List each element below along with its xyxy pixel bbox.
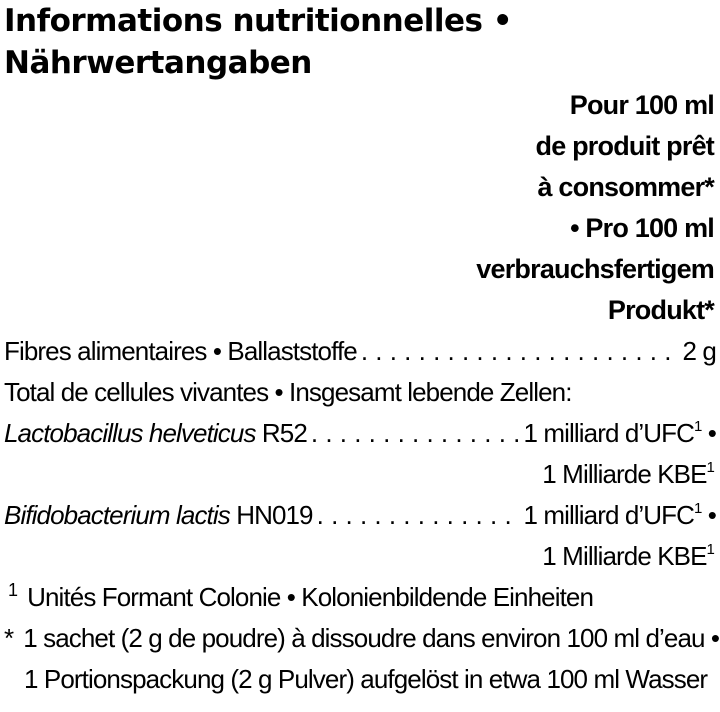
nutrient-list: [4, 331, 720, 700]
bifidobacterium-name: Bifidobacterium lactis: [4, 500, 230, 530]
footnote-serving-line1: 1 sachet (2 g de poudre) à dissoudre dans environ 100 ml d’eau •: [23, 623, 720, 653]
serving-line: • Pro 100 ml: [570, 213, 714, 243]
lactobacillus-value-fr: [523, 413, 716, 454]
footnote-ref: 1: [706, 541, 714, 558]
separator-bullet: •: [707, 500, 716, 530]
nutrition-title: [4, 0, 716, 84]
separator-bullet: •: [707, 418, 716, 448]
fibre-label: Fibres alimentaires • Ballaststoffe: [4, 336, 357, 366]
lactobacillus-value-de-text: 1 Milliarde KBE: [542, 459, 707, 489]
title-line-fr: Informations nutritionnelles •: [4, 3, 513, 39]
serving-line: verbrauchsfertigem: [476, 254, 714, 284]
lactobacillus-label: [4, 413, 307, 454]
bifidobacterium-row: [4, 495, 716, 536]
lactobacillus-value-fr-text: 1 milliard d’UFC: [523, 418, 695, 448]
fibre-value: 2 g: [682, 336, 716, 366]
fibre-row: [4, 331, 716, 372]
bifidobacterium-value-fr-text: 1 milliard d’UFC: [523, 500, 695, 530]
serving-line: Produkt*: [607, 295, 714, 325]
total-cells-heading: Total de cellules vivantes • Insgesamt lebende Zellen:: [4, 377, 572, 407]
serving-line: à consommer*: [537, 172, 714, 202]
bifidobacterium-value-de-text: 1 Milliarde KBE: [542, 541, 707, 571]
footnote-ref: 1: [694, 500, 702, 517]
lactobacillus-name: Lactobacillus helveticus: [4, 418, 256, 448]
footnote-cfu-text: Unités Formant Colonie • Kolonienbildende Einheiten: [27, 582, 594, 612]
footnote-ref: 1: [694, 418, 702, 435]
footnote-serving: [4, 618, 720, 659]
footnote-marker: 1: [8, 580, 18, 600]
lactobacillus-value-de: [4, 454, 716, 495]
footnote-marker: *: [4, 623, 14, 653]
bifidobacterium-strain: HN019: [236, 500, 313, 530]
title-line-de: Nährwertangaben: [4, 45, 312, 81]
lactobacillus-row: [4, 413, 716, 454]
footnote-serving-line2: 1 Portionspackung (2 g Pulver) aufgelöst in etwa 100 ml Wasser: [24, 664, 708, 694]
serving-line: Pour 100 ml: [569, 90, 714, 120]
bifidobacterium-value-de: [4, 536, 716, 577]
bifidobacterium-value-fr: [523, 495, 716, 536]
footnote-ref: 1: [706, 459, 714, 476]
bifidobacterium-label: [4, 495, 313, 536]
footnote-cfu: [4, 577, 716, 618]
serving-line: de produit prêt: [535, 131, 714, 161]
serving-size-header: [4, 85, 716, 331]
dot-leader: [361, 331, 679, 372]
dot-leader: [311, 413, 520, 454]
dot-leader: [317, 495, 520, 536]
nutrition-panel: [4, 0, 720, 700]
lactobacillus-strain: R52: [261, 418, 307, 448]
